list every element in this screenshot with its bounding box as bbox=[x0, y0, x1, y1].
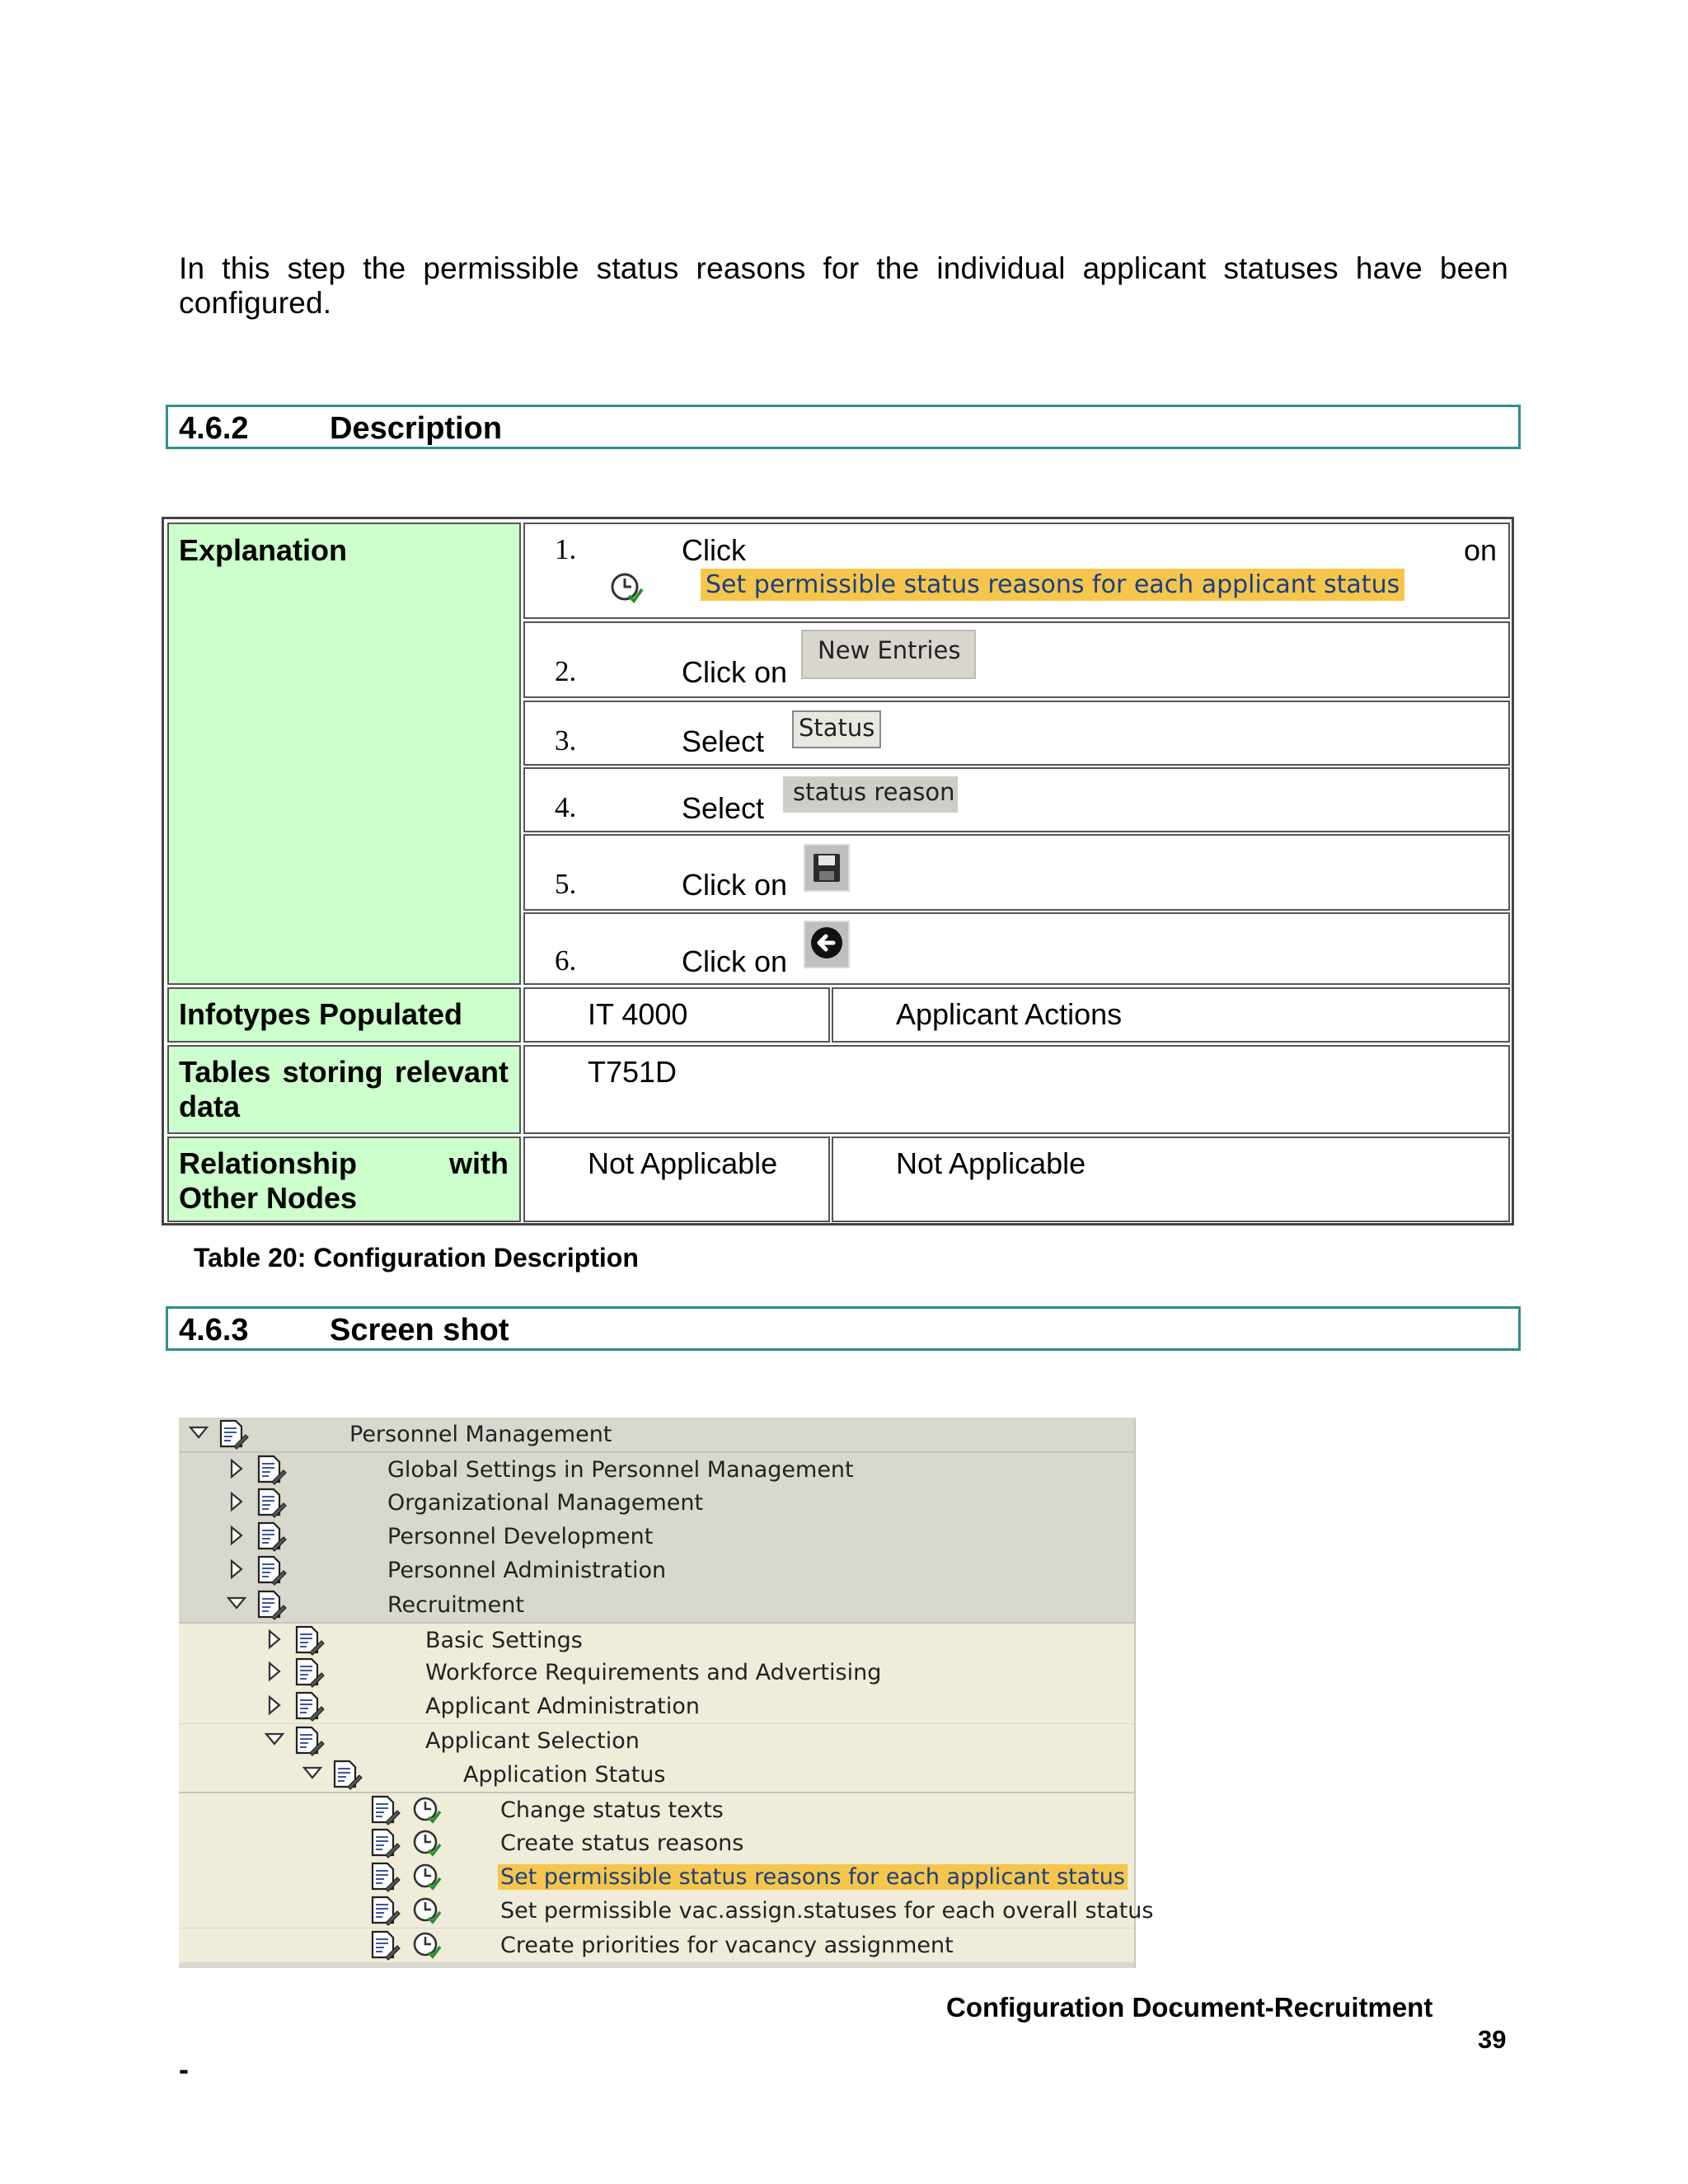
save-icon bbox=[804, 844, 850, 892]
tree-node bbox=[179, 1690, 1134, 1723]
step-text-end: on bbox=[1463, 533, 1497, 567]
tree-node bbox=[179, 1860, 1134, 1894]
documentation-icon bbox=[292, 1725, 325, 1758]
tree-node bbox=[179, 1486, 1134, 1520]
expanded-triangle-icon bbox=[186, 1421, 211, 1446]
tree-node-label: Global Settings in Personnel Management bbox=[387, 1457, 854, 1483]
infotypes-label: Infotypes Populated bbox=[179, 997, 463, 1031]
tree-node bbox=[179, 1758, 1134, 1792]
expanded-triangle-icon bbox=[300, 1761, 325, 1786]
tree-node-label: Applicant Administration bbox=[425, 1694, 700, 1720]
documentation-icon bbox=[292, 1657, 325, 1690]
tables-label-cell bbox=[167, 1045, 521, 1134]
collapsed-triangle-icon bbox=[262, 1659, 287, 1684]
tree-node-label: Workforce Requirements and Advertising bbox=[425, 1660, 882, 1686]
tree-node-label: Set permissible status reasons for each applicant status bbox=[498, 1864, 1128, 1890]
step-number: 1. bbox=[555, 533, 577, 565]
tree-node bbox=[179, 1826, 1134, 1860]
infotypes-name-cell bbox=[832, 987, 1510, 1043]
tables-label: Tables storing relevant data bbox=[179, 1055, 509, 1123]
relationship-label-cell bbox=[167, 1137, 521, 1222]
documentation-icon bbox=[368, 1861, 401, 1894]
documentation-icon bbox=[254, 1589, 287, 1622]
set-permissible-status-reasons-link: Set permissible status reasons for each applicant status bbox=[701, 569, 1404, 601]
tree-node bbox=[179, 1520, 1134, 1554]
tree-node-label: Personnel Development bbox=[387, 1523, 654, 1549]
documentation-icon bbox=[292, 1690, 325, 1723]
tree-node bbox=[179, 1894, 1154, 1928]
step-text: Click bbox=[682, 533, 746, 567]
tree-node bbox=[179, 1792, 1134, 1827]
infotypes-code-cell bbox=[523, 987, 830, 1043]
clock-execute-icon bbox=[411, 1930, 443, 1961]
section-heading-screenshot bbox=[166, 1306, 1521, 1351]
documentation-icon bbox=[254, 1454, 287, 1487]
step-text: Select bbox=[682, 791, 765, 825]
infotypes-name: Applicant Actions bbox=[896, 997, 1123, 1031]
documentation-icon bbox=[254, 1521, 287, 1554]
step-number: 2. bbox=[555, 655, 577, 687]
status-reason-column-header: status reason bbox=[783, 776, 958, 813]
intro-paragraph: In this step the permissible status reasons for the individual applicant statuses have been configured. bbox=[179, 251, 1508, 320]
step-row bbox=[523, 621, 1510, 698]
relationship-value-cell bbox=[832, 1137, 1510, 1222]
tree-node-label: Organizational Management bbox=[387, 1489, 704, 1516]
relationship-value-cell bbox=[523, 1137, 830, 1222]
expanded-triangle-icon bbox=[262, 1727, 287, 1752]
tree-node bbox=[179, 1724, 1134, 1758]
documentation-icon bbox=[330, 1759, 363, 1792]
infotypes-code: IT 4000 bbox=[588, 997, 688, 1031]
page-number: 39 bbox=[1478, 2025, 1507, 2054]
footer-title: Configuration Document-Recruitment bbox=[946, 1992, 1433, 2022]
section-heading-description bbox=[166, 405, 1521, 449]
step-number: 4. bbox=[555, 791, 577, 823]
step-row bbox=[523, 701, 1510, 766]
tree-node-label: Create status reasons bbox=[500, 1830, 744, 1856]
relationship-label: Relationship with Other Nodes bbox=[179, 1146, 509, 1215]
step-row bbox=[523, 523, 1510, 619]
section-number: 4.6.3 bbox=[179, 1313, 249, 1347]
step-text: Click on bbox=[682, 868, 788, 902]
tree-node bbox=[179, 1929, 1134, 1962]
step-text: Click on bbox=[682, 655, 788, 689]
collapsed-triangle-icon bbox=[224, 1523, 249, 1548]
step-number: 5. bbox=[555, 868, 577, 900]
section-title: Screen shot bbox=[330, 1313, 509, 1347]
tree-node-label: Change status texts bbox=[500, 1797, 724, 1824]
section-number: 4.6.2 bbox=[179, 411, 249, 446]
clock-execute-icon bbox=[609, 571, 645, 607]
img-tree-screenshot bbox=[179, 1418, 1154, 1968]
step-text: Select bbox=[682, 724, 765, 758]
documentation-icon bbox=[368, 1794, 401, 1827]
configuration-description-table bbox=[162, 517, 1514, 1226]
documentation-icon bbox=[368, 1827, 401, 1860]
tables-value-cell bbox=[523, 1045, 1510, 1134]
expanded-triangle-icon bbox=[224, 1591, 249, 1616]
step-row bbox=[523, 767, 1510, 832]
back-icon bbox=[804, 921, 850, 968]
table-caption: Table 20: Configuration Description bbox=[194, 1243, 639, 1272]
tree-node-label: Personnel Administration bbox=[387, 1558, 667, 1584]
collapsed-triangle-icon bbox=[224, 1456, 249, 1481]
step-number: 6. bbox=[555, 944, 577, 977]
collapsed-triangle-icon bbox=[224, 1489, 249, 1514]
status-column-header: Status bbox=[792, 710, 881, 748]
tree-node bbox=[179, 1622, 1134, 1657]
new-entries-button: New Entries bbox=[801, 630, 976, 679]
tables-value: T751D bbox=[588, 1055, 678, 1089]
step-row bbox=[523, 912, 1510, 985]
tree-node-label: Application Status bbox=[463, 1762, 666, 1788]
infotypes-label-cell bbox=[167, 987, 521, 1043]
collapsed-triangle-icon bbox=[262, 1693, 287, 1718]
footer-dash: - bbox=[179, 2052, 189, 2086]
documentation-icon bbox=[254, 1487, 287, 1520]
step-text: Click on bbox=[682, 944, 788, 978]
clock-execute-icon bbox=[411, 1795, 443, 1826]
collapsed-triangle-icon bbox=[224, 1557, 249, 1582]
documentation-icon bbox=[216, 1418, 249, 1451]
section-title: Description bbox=[330, 411, 503, 446]
tree-node bbox=[179, 1418, 1134, 1451]
tree-node-label: Basic Settings bbox=[425, 1627, 583, 1653]
tree-node bbox=[179, 1451, 1134, 1487]
tree-node-label: Set permissible vac.assign.statuses for each overall status bbox=[500, 1898, 1154, 1924]
tree-node bbox=[179, 1554, 1134, 1587]
documentation-icon bbox=[368, 1929, 401, 1962]
tree-node bbox=[179, 1588, 1134, 1622]
collapsed-triangle-icon bbox=[262, 1627, 287, 1652]
relationship-value-1: Not Applicable bbox=[588, 1146, 778, 1180]
clock-execute-icon bbox=[411, 1896, 443, 1927]
explanation-label-cell bbox=[167, 523, 521, 985]
step-number: 3. bbox=[555, 724, 577, 757]
clock-execute-icon bbox=[411, 1862, 443, 1893]
documentation-icon bbox=[254, 1554, 287, 1587]
tree-node bbox=[179, 1656, 1134, 1690]
relationship-value-2: Not Applicable bbox=[896, 1146, 1086, 1180]
clock-execute-icon bbox=[411, 1828, 443, 1859]
tree-node-label: Personnel Management bbox=[349, 1422, 612, 1447]
step-row bbox=[523, 834, 1510, 911]
documentation-icon bbox=[292, 1624, 325, 1657]
explanation-label: Explanation bbox=[179, 533, 348, 567]
tree-node-label: Recruitment bbox=[387, 1591, 524, 1618]
tree-node-label: Create priorities for vacancy assignment bbox=[500, 1932, 954, 1958]
documentation-icon bbox=[368, 1895, 401, 1928]
tree-node-label: Applicant Selection bbox=[425, 1727, 640, 1754]
